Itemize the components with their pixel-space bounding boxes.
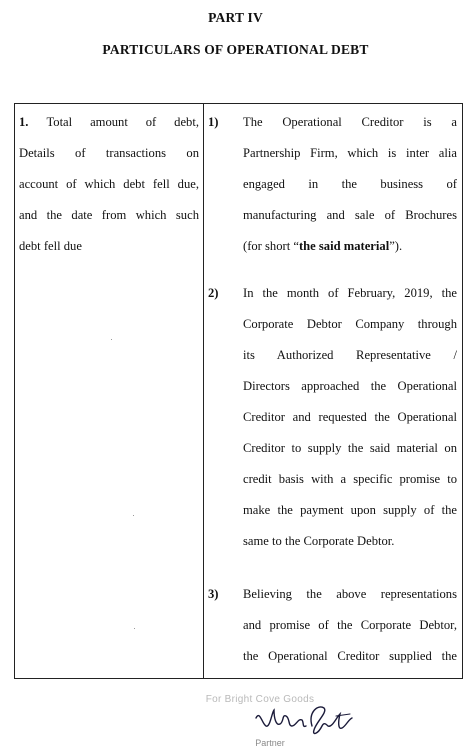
item-number: 3) xyxy=(208,587,219,601)
column-divider xyxy=(203,103,204,679)
item-line: Believing the above representations xyxy=(243,587,457,601)
item-line: credit basis with a specific promise to xyxy=(243,472,457,486)
left-cell-line: debt fell due xyxy=(19,239,82,253)
item-line-post: ”). xyxy=(389,239,403,253)
item-line: Partnership Firm, which is inter alia xyxy=(243,146,457,160)
item-line: engaged in the business of xyxy=(243,177,457,191)
item-text xyxy=(243,278,457,557)
item-line: manufacturing and sale of Brochures xyxy=(243,208,457,222)
scan-speck xyxy=(111,339,112,340)
role-stamp: Partner xyxy=(255,738,285,748)
item-line: make the payment upon supply of the xyxy=(243,503,457,517)
item-text xyxy=(243,107,457,262)
item-line: and promise of the Corporate Debtor, xyxy=(243,618,457,632)
item-line: its Authorized Representative / xyxy=(243,348,457,362)
item-line: Creditor to supply the said material on xyxy=(243,441,457,455)
part-title: PART IV xyxy=(208,10,263,25)
firm-stamp: For Bright Cove Goods xyxy=(205,694,315,705)
scan-speck xyxy=(133,515,134,516)
item-line: Corporate Debtor Company through xyxy=(243,317,457,331)
item-line: In the month of February, 2019, the xyxy=(243,286,457,300)
section-title: PARTICULARS OF OPERATIONAL DEBT xyxy=(102,42,369,57)
left-cell-line: Details of transactions on xyxy=(19,146,199,160)
item-line: Creditor and requested the Operational xyxy=(243,410,457,424)
item-line: the Operational Creditor supplied the xyxy=(243,649,457,663)
item-number: 2) xyxy=(208,286,219,300)
item-line: The Operational Creditor is a xyxy=(243,115,457,129)
defined-term: the said material xyxy=(298,239,390,253)
left-cell-line-text: Total amount of debt, xyxy=(46,115,199,129)
item-line-pre: (for short “ xyxy=(243,239,299,253)
item-line xyxy=(243,231,457,262)
scan-speck xyxy=(134,628,135,629)
left-cell xyxy=(19,107,199,262)
left-cell-number: 1. xyxy=(19,115,29,129)
item-line: same to the Corporate Debtor. xyxy=(243,534,395,548)
item-text xyxy=(243,579,457,672)
left-cell-line xyxy=(19,107,199,138)
left-cell-line: account of which debt fell due, xyxy=(19,177,199,191)
signature-image xyxy=(252,700,362,740)
left-cell-line: and the date from which such xyxy=(19,208,199,222)
item-number: 1) xyxy=(208,115,219,129)
item-line: Directors approached the Operational xyxy=(243,379,457,393)
